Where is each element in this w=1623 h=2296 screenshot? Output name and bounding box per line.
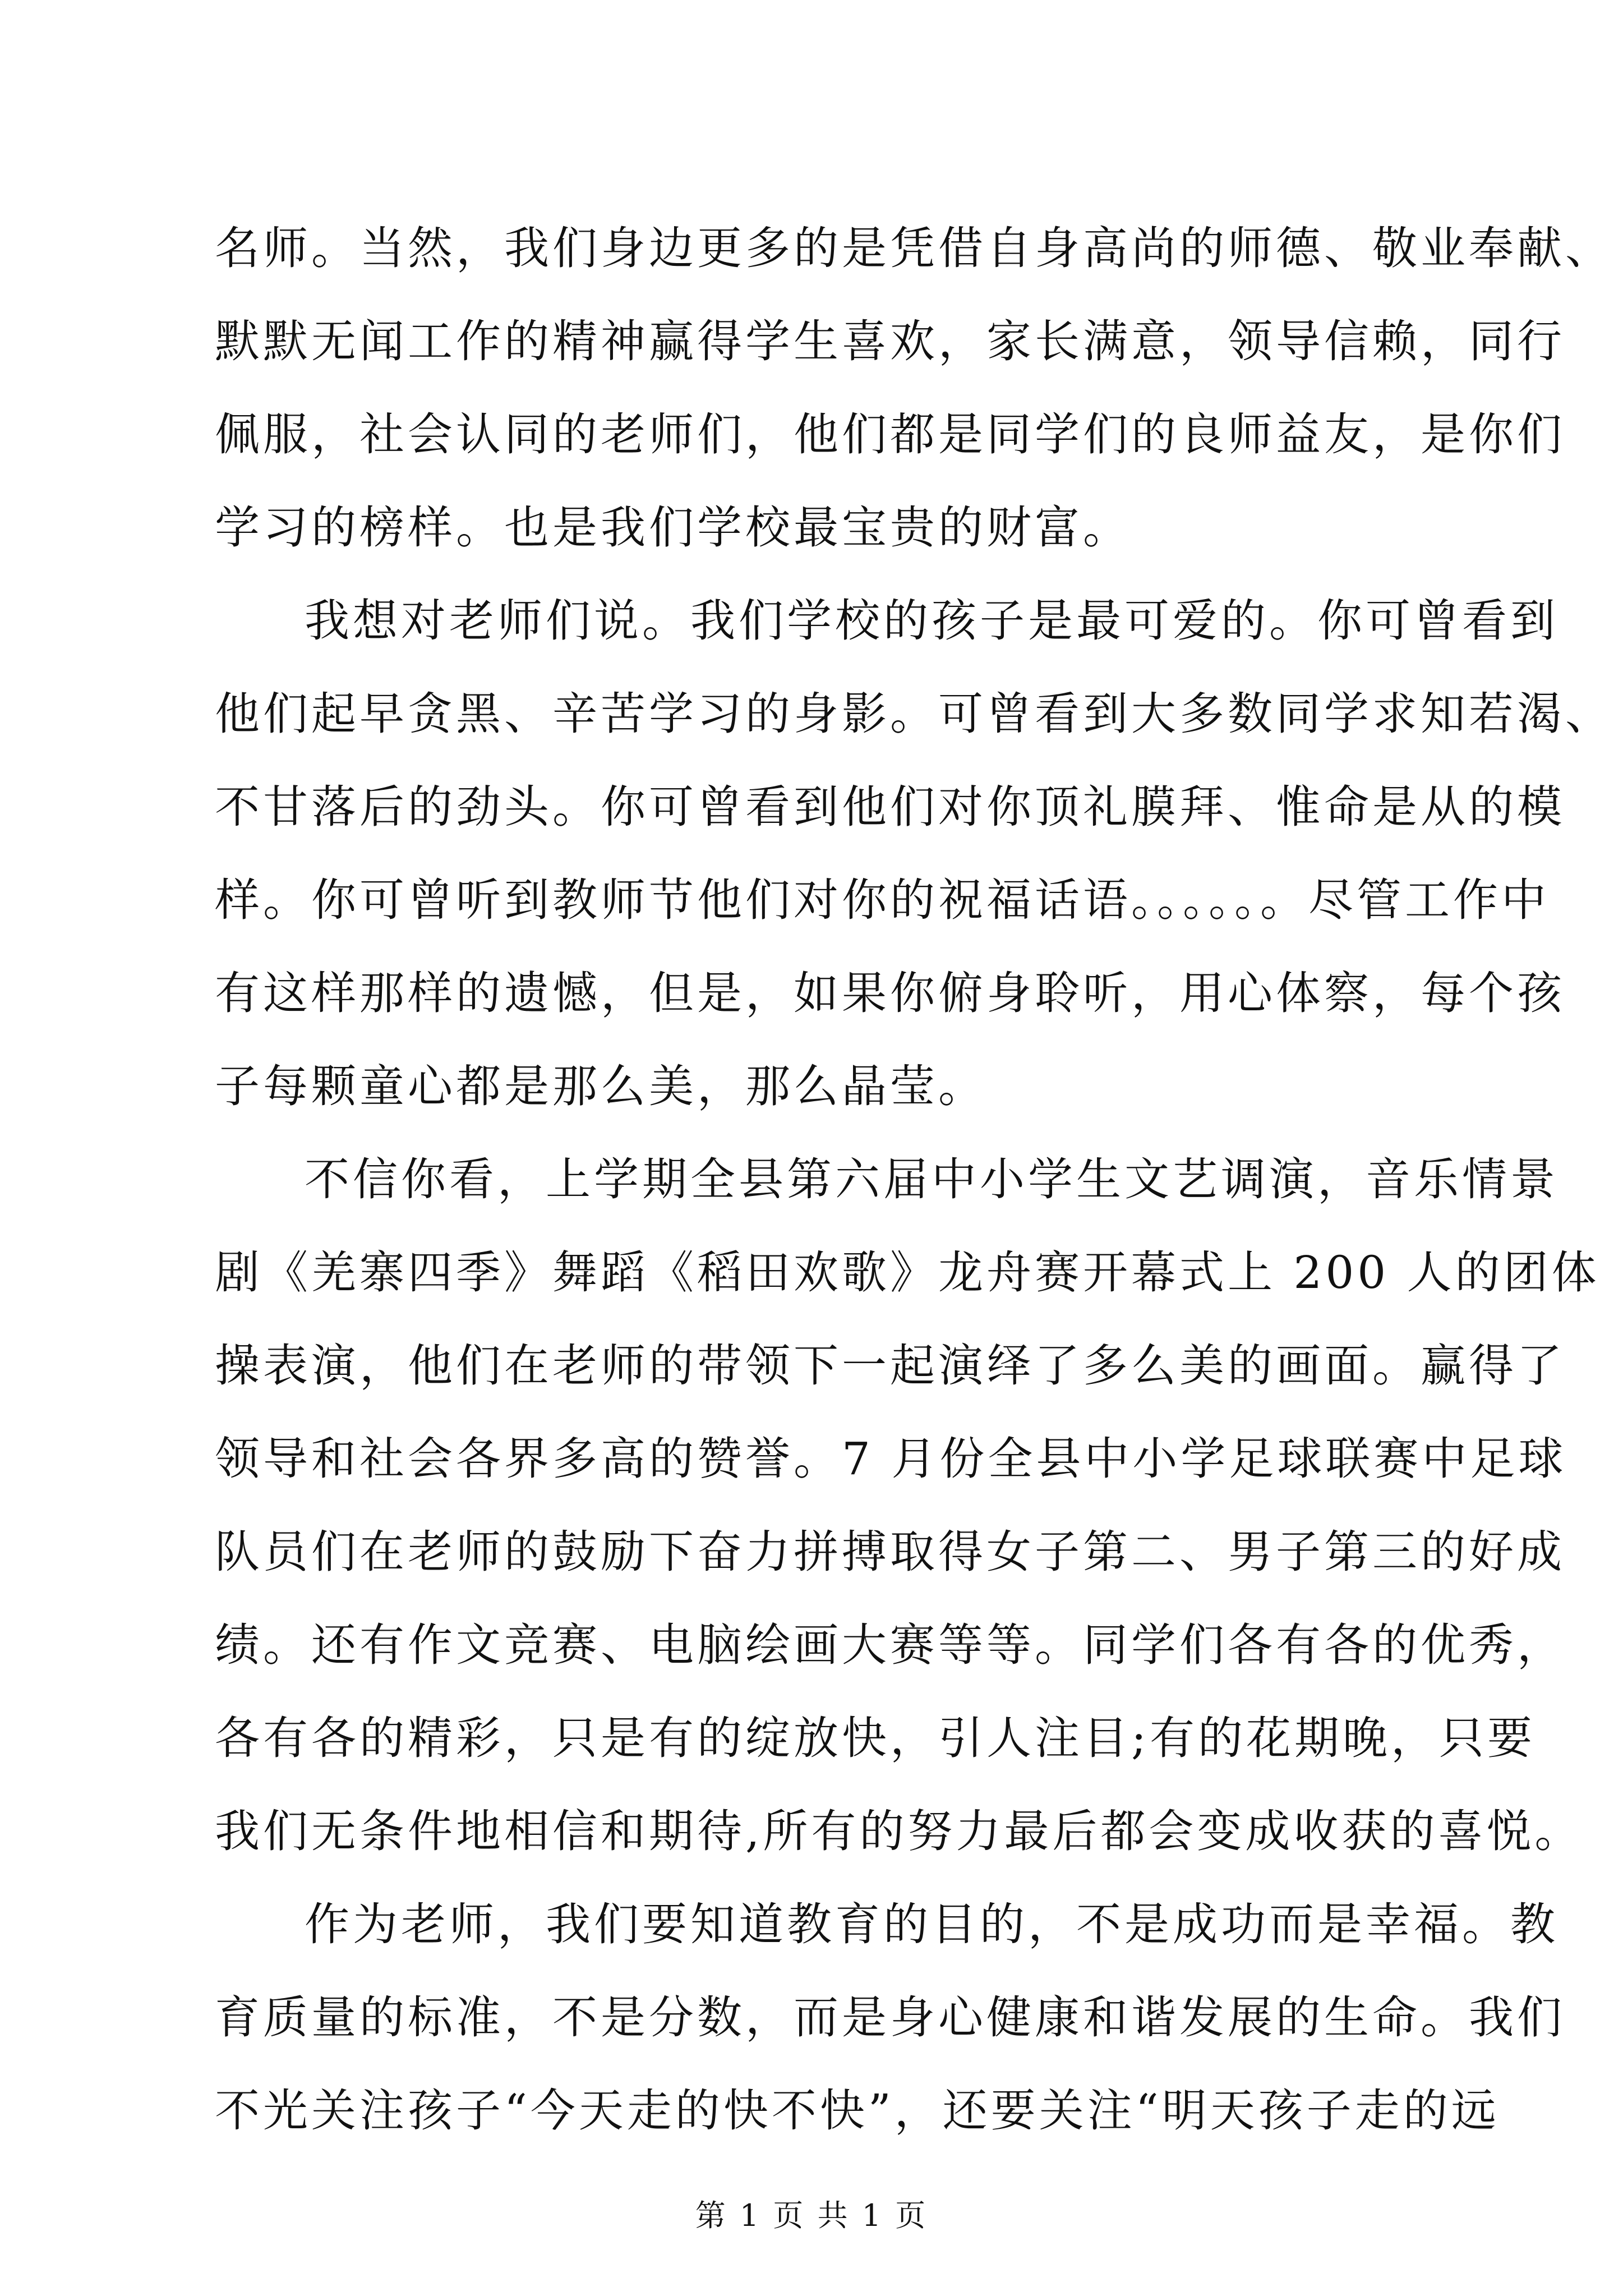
paragraph-3-line-6: 绩。还有作文竞赛、电脑绘画大赛等等。同学们各有各的优秀， (215, 1619, 1565, 1671)
paragraph-2-line-5: 有这样那样的遗憾，但是，如果你俯身聆听，用心体察，每个孩 (215, 967, 1565, 1019)
paragraph-3-line-5: 队员们在老师的鼓励下奋力拼搏取得女子第二、男子第三的好成 (215, 1526, 1565, 1578)
page-footer: 第 1 页 共 1 页 (695, 2198, 928, 2233)
paragraph-3-line-2: 剧《羌寨四季》舞蹈《稻田欢歌》龙舟赛开幕式上 200 人的团体 (215, 1246, 1600, 1299)
paragraph-2-line-4: 样。你可曾听到教师节他们对你的祝福话语。。。。。。尽管工作中 (215, 874, 1550, 926)
paragraph-3-line-4: 领导和社会各界多高的赞誉。7 月份全县中小学足球联赛中足球 (215, 1433, 1567, 1485)
paragraph-1-line-4: 学习的榜样。也是我们学校最宝贵的财富。 (215, 501, 1131, 554)
paragraph-2-line-2: 他们起早贪黑、辛苦学习的身影。可曾看到大多数同学求知若渴、 (215, 688, 1613, 740)
paragraph-2-line-6: 子每颗童心都是那么美，那么晶莹。 (215, 1060, 986, 1112)
paragraph-2-line-1: 我想对老师们说。我们学校的孩子是最可爱的。你可曾看到 (305, 595, 1559, 647)
paragraph-3-line-7: 各有各的精彩，只是有的绽放快，引人注目;有的花期晚，只要 (215, 1712, 1536, 1764)
paragraph-3-line-8: 我们无条件地相信和期待,所有的努力最后都会变成收获的喜悦。 (215, 1805, 1583, 1857)
paragraph-3-line-1: 不信你看，上学期全县第六届中小学生文艺调演，音乐情景 (305, 1153, 1559, 1205)
paragraph-1-line-1: 名师。当然，我们身边更多的是凭借自身高尚的师德、敬业奉献、 (215, 222, 1613, 274)
paragraph-3-line-3: 操表演，他们在老师的带领下一起演绎了多么美的画面。赢得了 (215, 1340, 1565, 1392)
paragraph-1-line-2: 默默无闻工作的精神赢得学生喜欢，家长满意，领导信赖，同行 (215, 315, 1565, 367)
paragraph-4-line-3: 不光关注孩子“今天走的快不快”，还要关注“明天孩子走的远 (215, 2085, 1500, 2137)
paragraph-4-line-1: 作为老师，我们要知道教育的目的，不是成功而是幸福。教 (305, 1898, 1559, 1950)
paragraph-4-line-2: 育质量的标准，不是分数，而是身心健康和谐发展的生命。我们 (215, 1991, 1565, 2044)
paragraph-2-line-3: 不甘落后的劲头。你可曾看到他们对你顶礼膜拜、惟命是从的模 (215, 781, 1565, 833)
paragraph-1-line-3: 佩服，社会认同的老师们，他们都是同学们的良师益友，是你们 (215, 408, 1565, 461)
